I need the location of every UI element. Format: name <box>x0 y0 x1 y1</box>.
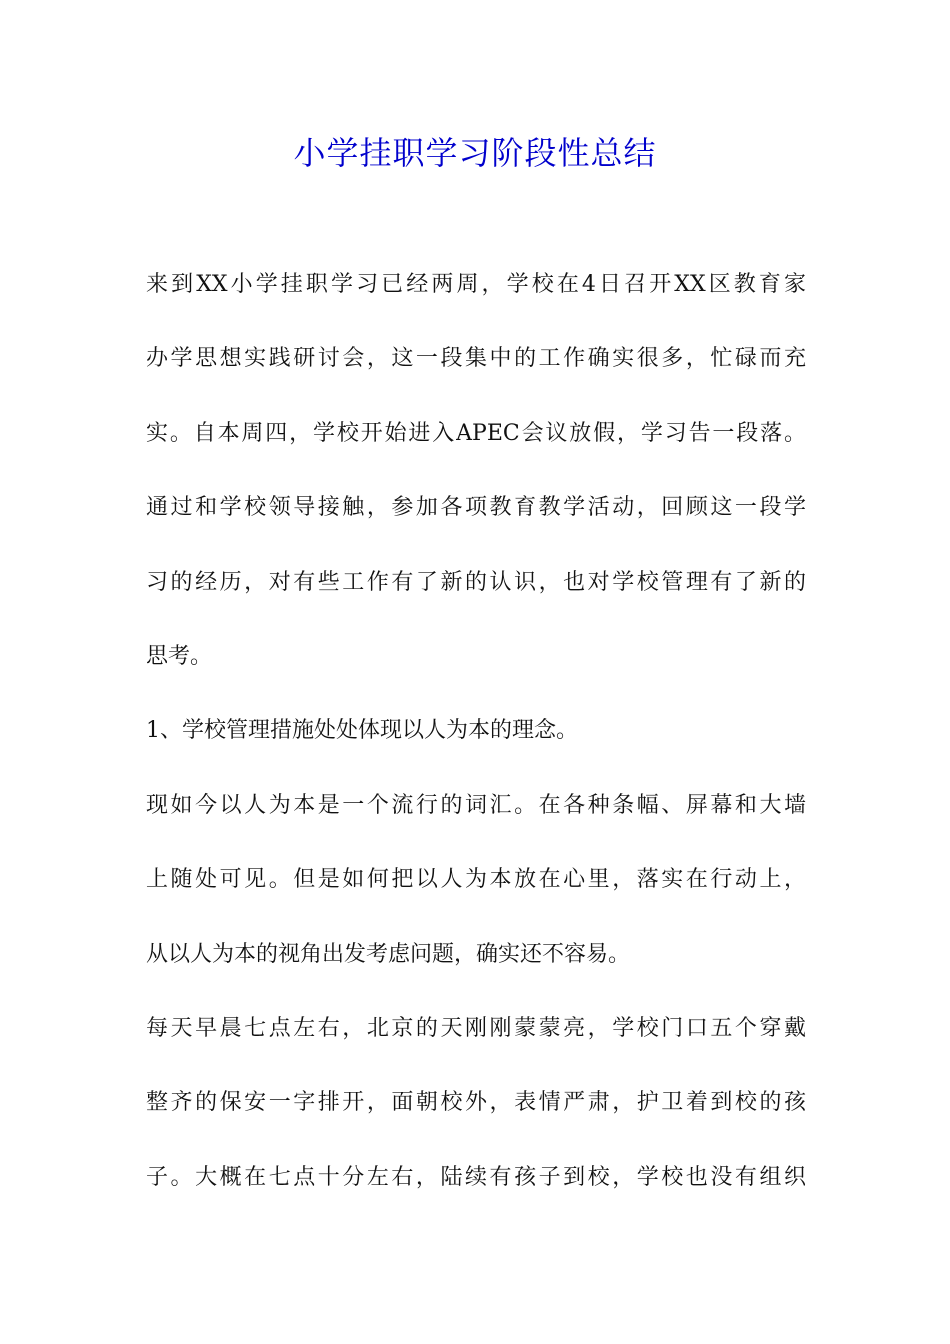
body-line-4: 通过和学校领导接触，参加各项教育教学活动，回顾这一段学 <box>146 495 806 521</box>
section-heading-1: 1、学校管理措施处处体现以人为本的理念。 <box>146 718 578 744</box>
body-line-10: 从以人为本的视角出发考虑问题，确实还不容易。 <box>146 941 631 967</box>
body-line-13: 子。大概在七点十分左右，陆续有孩子到校，学校也没有组织 <box>146 1164 806 1190</box>
body-line-1: 来到XX小学挂职学习已经两周，学校在4日召开XX区教育家 <box>146 272 806 297</box>
body-line-9: 上随处可见。但是如何把以人为本放在心里，落实在行动上， <box>146 867 806 893</box>
body-line-12: 整齐的保安一字排开，面朝校外，表情严肃，护卫着到校的孩 <box>146 1090 806 1116</box>
body-line-5: 习的经历，对有些工作有了新的认识，也对学校管理有了新的 <box>146 569 806 595</box>
document-title: 小学挂职学习阶段性总结 <box>293 134 657 172</box>
body-line-2: 办学思想实践研讨会，这一段集中的工作确实很多，忙碌而充 <box>146 346 806 372</box>
body-line-6: 思考。 <box>146 643 213 669</box>
document-body <box>146 262 806 1229</box>
body-line-11: 每天早晨七点左右，北京的天刚刚蒙蒙亮，学校门口五个穿戴 <box>146 1015 806 1041</box>
body-line-8: 现如今以人为本是一个流行的词汇。在各种条幅、屏幕和大墙 <box>146 792 806 818</box>
body-line-3: 实。自本周四，学校开始进入APEC会议放假，学习告一段落。 <box>146 420 806 446</box>
